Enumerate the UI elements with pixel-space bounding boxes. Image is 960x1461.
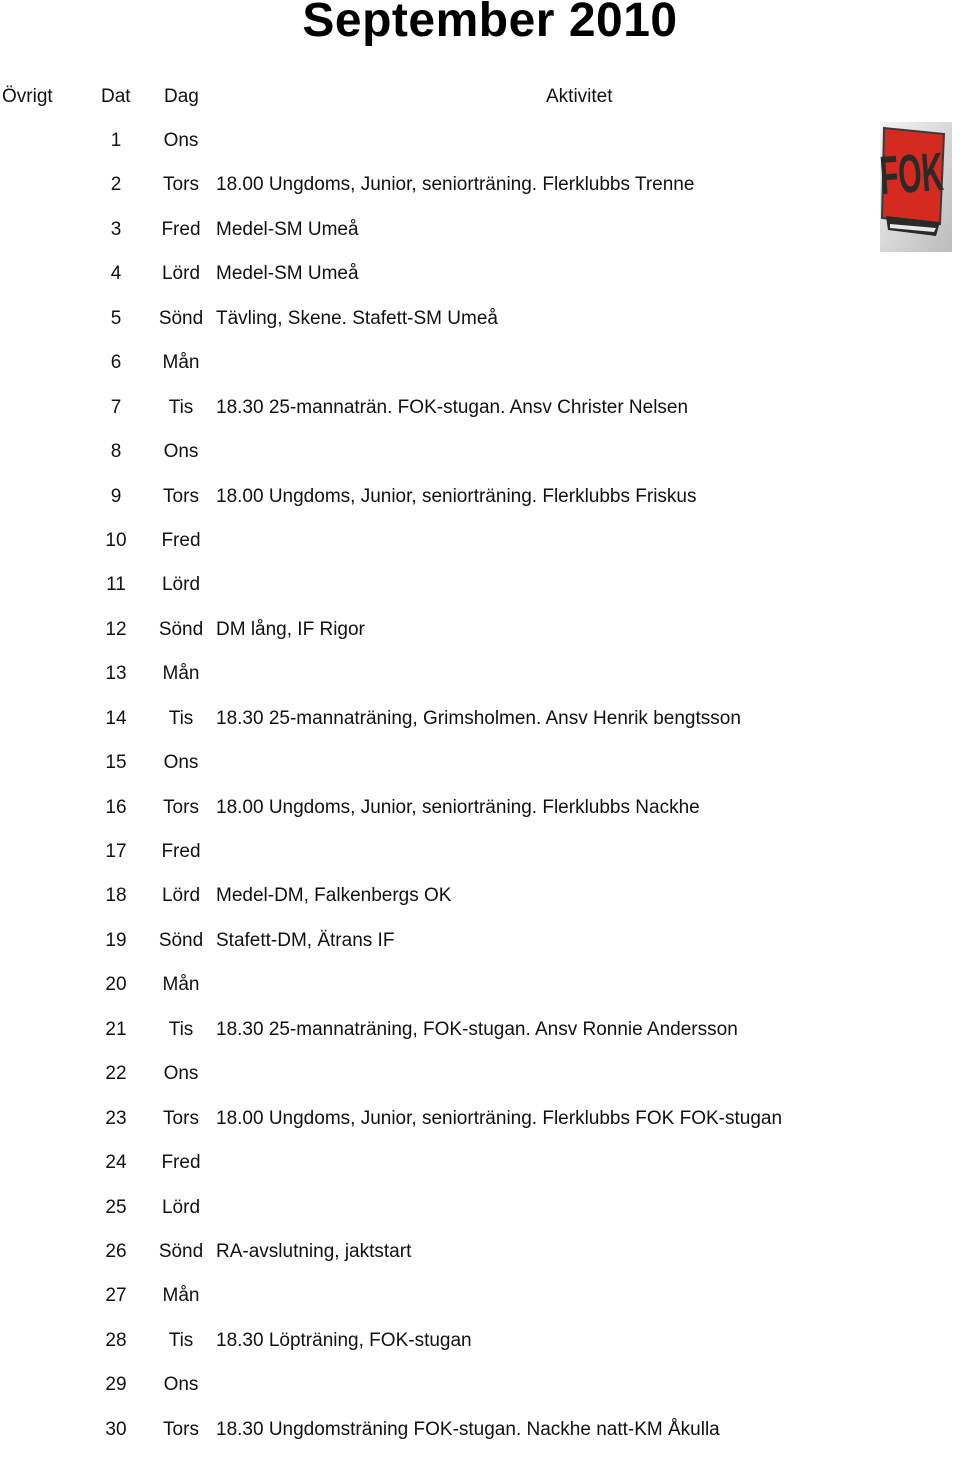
- cell-dat: 29: [105, 1374, 127, 1396]
- column-header-dag: Dag: [164, 86, 199, 107]
- cell-dat: 15: [105, 752, 127, 774]
- cell-aktivitet: 18.00 Ungdoms, Junior, seniorträning. Flerklubbs FOK FOK-stugan: [216, 1107, 783, 1129]
- cell-aktivitet: 18.30 25-mannaträn. FOK-stugan. Ansv Christer Nelsen: [216, 396, 689, 418]
- cell-dag: Mån: [162, 1285, 200, 1307]
- cell-dag: Lörd: [161, 263, 201, 285]
- cell-aktivitet: 18.30 25-mannaträning, Grimsholmen. Ansv Henrik bengtsson: [216, 707, 741, 729]
- table-row: [0, 172, 960, 216]
- cell-dat: 23: [105, 1107, 127, 1129]
- cell-dat: 12: [105, 618, 127, 640]
- cell-dag: Tors: [163, 485, 199, 507]
- table-row: [0, 617, 960, 661]
- table-row: [0, 572, 960, 616]
- cell-dag: Lörd: [161, 574, 201, 596]
- cell-dag: Sönd: [158, 929, 204, 951]
- cell-dat: 1: [110, 130, 122, 151]
- table-row: [0, 350, 960, 394]
- cell-dag: Mån: [162, 663, 200, 685]
- cell-dat: 5: [110, 307, 122, 329]
- cell-dat: 24: [105, 1152, 127, 1174]
- cell-dag: Ons: [163, 1374, 199, 1396]
- table-row: [0, 439, 960, 483]
- logo-text: FOK: [878, 141, 946, 207]
- cell-dat: 26: [105, 1240, 127, 1262]
- cell-aktivitet: Medel-SM Umeå: [216, 218, 359, 240]
- cell-dat: 10: [105, 529, 127, 551]
- cell-dat: 4: [110, 263, 122, 285]
- cell-dat: 7: [110, 396, 122, 418]
- cell-dat: 18: [105, 885, 127, 907]
- column-header-dat: Dat: [101, 86, 131, 107]
- table-row: [0, 484, 960, 528]
- cell-dat: 27: [105, 1285, 127, 1307]
- calendar-table: [0, 128, 960, 1461]
- cell-aktivitet: 18.00 Ungdoms, Junior, seniorträning. Flerklubbs Friskus: [216, 485, 697, 507]
- table-row: [0, 1195, 960, 1239]
- cell-dag: Fred: [161, 1152, 201, 1174]
- cell-dat: 6: [110, 352, 122, 374]
- cell-aktivitet: Tävling, Skene. Stafett-SM Umeå: [216, 307, 498, 329]
- cell-dag: Sönd: [158, 307, 204, 329]
- cell-dag: Fred: [161, 529, 201, 551]
- table-row: [0, 1106, 960, 1150]
- cell-dat: 8: [110, 441, 122, 463]
- cell-dat: 13: [105, 663, 127, 685]
- table-header: [0, 84, 960, 110]
- cell-dag: Tis: [168, 396, 194, 418]
- cell-dat: 16: [105, 796, 127, 818]
- cell-dat: 2: [110, 174, 122, 196]
- cell-dag: Sönd: [158, 1240, 204, 1262]
- table-row: [0, 1328, 960, 1372]
- cell-dag: Ons: [163, 1063, 199, 1085]
- column-header-ovrigt: Övrigt: [2, 86, 53, 107]
- table-row: [0, 661, 960, 705]
- table-row: [0, 306, 960, 350]
- cell-dat: 3: [110, 218, 122, 240]
- cell-dag: Tors: [163, 1418, 199, 1440]
- cell-aktivitet: Medel-DM, Falkenbergs OK: [216, 885, 452, 907]
- table-row: [0, 883, 960, 927]
- cell-dag: Lörd: [161, 885, 201, 907]
- cell-dat: 17: [105, 841, 127, 862]
- table-row: [0, 839, 960, 883]
- table-row: [0, 217, 960, 261]
- table-row: [0, 395, 960, 439]
- cell-aktivitet: DM lång, IF Rigor: [216, 618, 365, 640]
- cell-dat: 14: [105, 707, 127, 729]
- cell-aktivitet: Medel-SM Umeå: [216, 263, 359, 285]
- cell-dat: 25: [105, 1196, 127, 1218]
- cell-dag: Mån: [162, 974, 200, 996]
- cell-dag: Tis: [168, 1018, 194, 1040]
- cell-aktivitet: 18.30 Löpträning, FOK-stugan: [216, 1329, 472, 1351]
- column-header-aktivitet: Aktivitet: [546, 86, 613, 107]
- cell-dat: 19: [105, 929, 127, 951]
- table-row: [0, 750, 960, 794]
- cell-dag: Tors: [163, 174, 199, 196]
- cell-dat: 21: [105, 1018, 127, 1040]
- table-row: [0, 1372, 960, 1416]
- cell-dag: Sönd: [158, 618, 204, 640]
- cell-dat: 30: [105, 1418, 127, 1440]
- cell-dat: 28: [105, 1329, 127, 1351]
- table-row: [0, 1061, 960, 1105]
- table-row: [0, 1417, 960, 1461]
- cell-aktivitet: 18.00 Ungdoms, Junior, seniorträning. Flerklubbs Trenne: [216, 174, 695, 196]
- table-row: [0, 795, 960, 839]
- table-row: [0, 261, 960, 305]
- cell-dag: Mån: [162, 352, 200, 374]
- cell-aktivitet: 18.00 Ungdoms, Junior, seniorträning. Flerklubbs Nackhe: [216, 796, 700, 818]
- cell-aktivitet: 18.30 Ungdomsträning FOK-stugan. Nackhe natt-KM Åkulla: [216, 1418, 720, 1440]
- table-row: [0, 1017, 960, 1061]
- cell-aktivitet: RA-avslutning, jaktstart: [216, 1240, 412, 1262]
- table-row: [0, 1150, 960, 1194]
- cell-dag: Ons: [163, 752, 199, 774]
- table-row: [0, 528, 960, 572]
- cell-dag: Fred: [161, 218, 201, 240]
- cell-dat: 9: [110, 485, 122, 507]
- cell-dat: 22: [105, 1063, 127, 1085]
- cell-dag: Fred: [161, 841, 201, 862]
- cell-dag: Tis: [168, 1329, 194, 1351]
- cell-dat: 11: [106, 574, 126, 596]
- cell-dag: Ons: [163, 130, 199, 151]
- cell-dag: Ons: [163, 441, 199, 463]
- table-row: [0, 706, 960, 750]
- table-row: [0, 1283, 960, 1327]
- cell-dag: Tis: [168, 707, 194, 729]
- table-row: [0, 128, 960, 172]
- cell-dat: 20: [105, 974, 127, 996]
- cell-dag: Tors: [163, 1107, 199, 1129]
- cell-aktivitet: Stafett-DM, Ätrans IF: [216, 929, 395, 951]
- table-row: [0, 1239, 960, 1283]
- table-row: [0, 928, 960, 972]
- cell-aktivitet: 18.30 25-mannaträning, FOK-stugan. Ansv Ronnie Andersson: [216, 1018, 738, 1040]
- cell-dag: Tors: [163, 796, 199, 818]
- cell-dag: Lörd: [161, 1196, 201, 1218]
- page-title: September 2010: [302, 0, 678, 47]
- table-row: [0, 972, 960, 1016]
